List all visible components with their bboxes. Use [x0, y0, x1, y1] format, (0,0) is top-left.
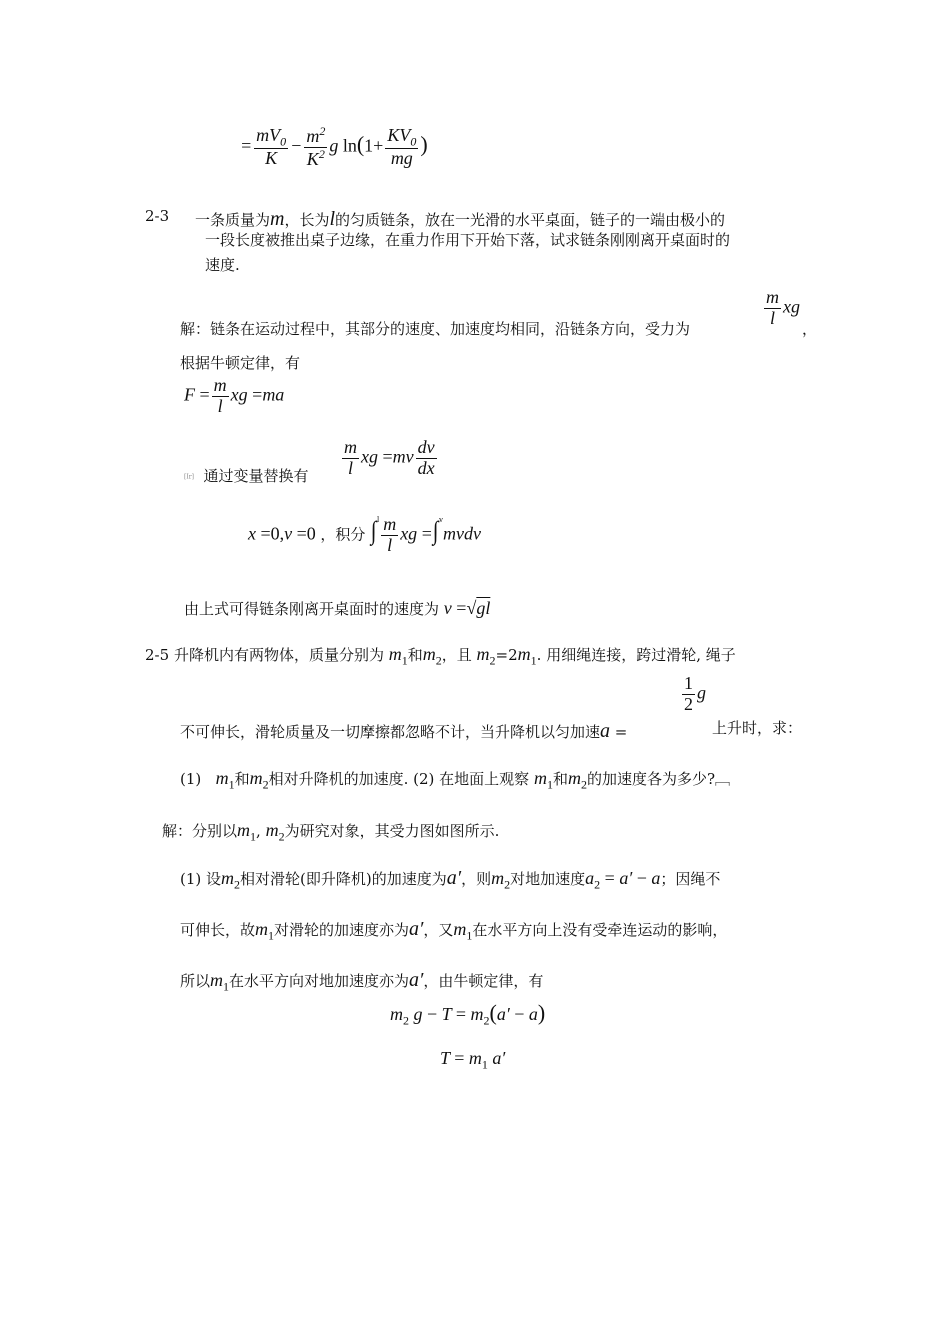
- fraction-m2-k2: $\frac{m^2}{K^2}$: [306, 124, 326, 169]
- problem-2-3-line-2: 一段长度被推出桌子边缘，在重力作用下开始下落，试求链条刚刚离开桌面时的: [205, 231, 731, 249]
- result-velocity: v =√gl: [443, 598, 491, 618]
- solution-2-5-line-4: 所以$m_1$在水平方向对地加速度亦为a′，由牛顿定律，有: [180, 969, 544, 994]
- problem-2-3-number: 2-3: [145, 207, 170, 225]
- problem-2-3-line-3: 速度.: [205, 256, 240, 274]
- fraction-mv0-k: $\frac{mV_0}{K}$: [256, 124, 287, 169]
- equation-integral: x =0,v =0 ，积分 ∫$^l$ $\frac{m}{l}$ xg =∫$^v$mvdv: [248, 514, 481, 555]
- problem-2-5-line-1: 2-5 升降机内有两物体，质量分别为 $m_1$和$m_2$，且 $m_2=2m_1$. 用细绳连接，跨过滑轮, 绳子: [145, 644, 736, 668]
- equation-top: = $\frac{mV_0}{K}$ − $\frac{m^2}{K^2}$ g ln(1+ $\frac{KV_0}{mg}$ ): [240, 124, 428, 169]
- equation-substitution: $\frac{m}{l}$ xg =mv $\frac{dv}{dx}$: [344, 437, 435, 478]
- equation-newton-m2: $m_2$ $g - T = m_2(a' - a)$: [390, 1000, 546, 1028]
- solution-2-5-line-1: 解：分别以$m_1$, $m_2$为研究对象，其受力图如图所示.: [162, 820, 500, 844]
- problem-2-3-line-1: 一条质量为m，长为l的匀质链条，放在一光滑的水平桌面，链子的一端由极小的: [195, 208, 726, 230]
- solution-2-3-line-2: 根据牛顿定律，有: [180, 354, 301, 372]
- equation-tension: $T = m_1$ a′: [440, 1048, 506, 1072]
- problem-2-5-line-2: 不可伸长，滑轮质量及一切摩擦都忽略不计，当升降机以匀加速a =: [180, 720, 628, 742]
- solution-2-5-line-3: 可伸长，故$m_1$对滑轮的加速度亦为a′，又$m_1$在水平方向上没有受牵连运动的影响，: [180, 918, 728, 943]
- solution-2-5-line-2: (1) 设$m_2$相对滑轮(即升降机)的加速度为a′，则$m_2$对地加速度$a_2 = a' - a$；因绳不: [180, 867, 721, 892]
- problem-2-5-line-2b: 上升时，求：: [712, 719, 803, 737]
- solution-2-3-comma: ，: [802, 320, 818, 338]
- solution-2-3-substitution: [Ir] 通过变量替换有: [184, 467, 309, 485]
- equation-newton-chain: F = $\frac{m}{l}$ xg =ma: [184, 375, 285, 416]
- half-g-expression: $\frac{1}{2}$ g: [684, 673, 706, 714]
- solution-2-3-result: 由上式可得链条刚离开桌面时的速度为 v =√gl: [184, 598, 491, 618]
- force-expression: $\frac{m}{l}$ xg: [766, 287, 800, 328]
- solution-2-3-line-1: 解：链条在运动过程中，其部分的速度、加速度均相同，沿链条方向，受力为: [180, 320, 691, 338]
- fraction-kv0-mg: $\frac{KV_0}{mg}$: [387, 124, 417, 169]
- problem-2-5-questions: (1) $m_1$和$m_2$相对升降机的加速度. (2) 在地面上观察 $m_1$和$m_2$的加速度各为多少?﹇: [180, 768, 731, 792]
